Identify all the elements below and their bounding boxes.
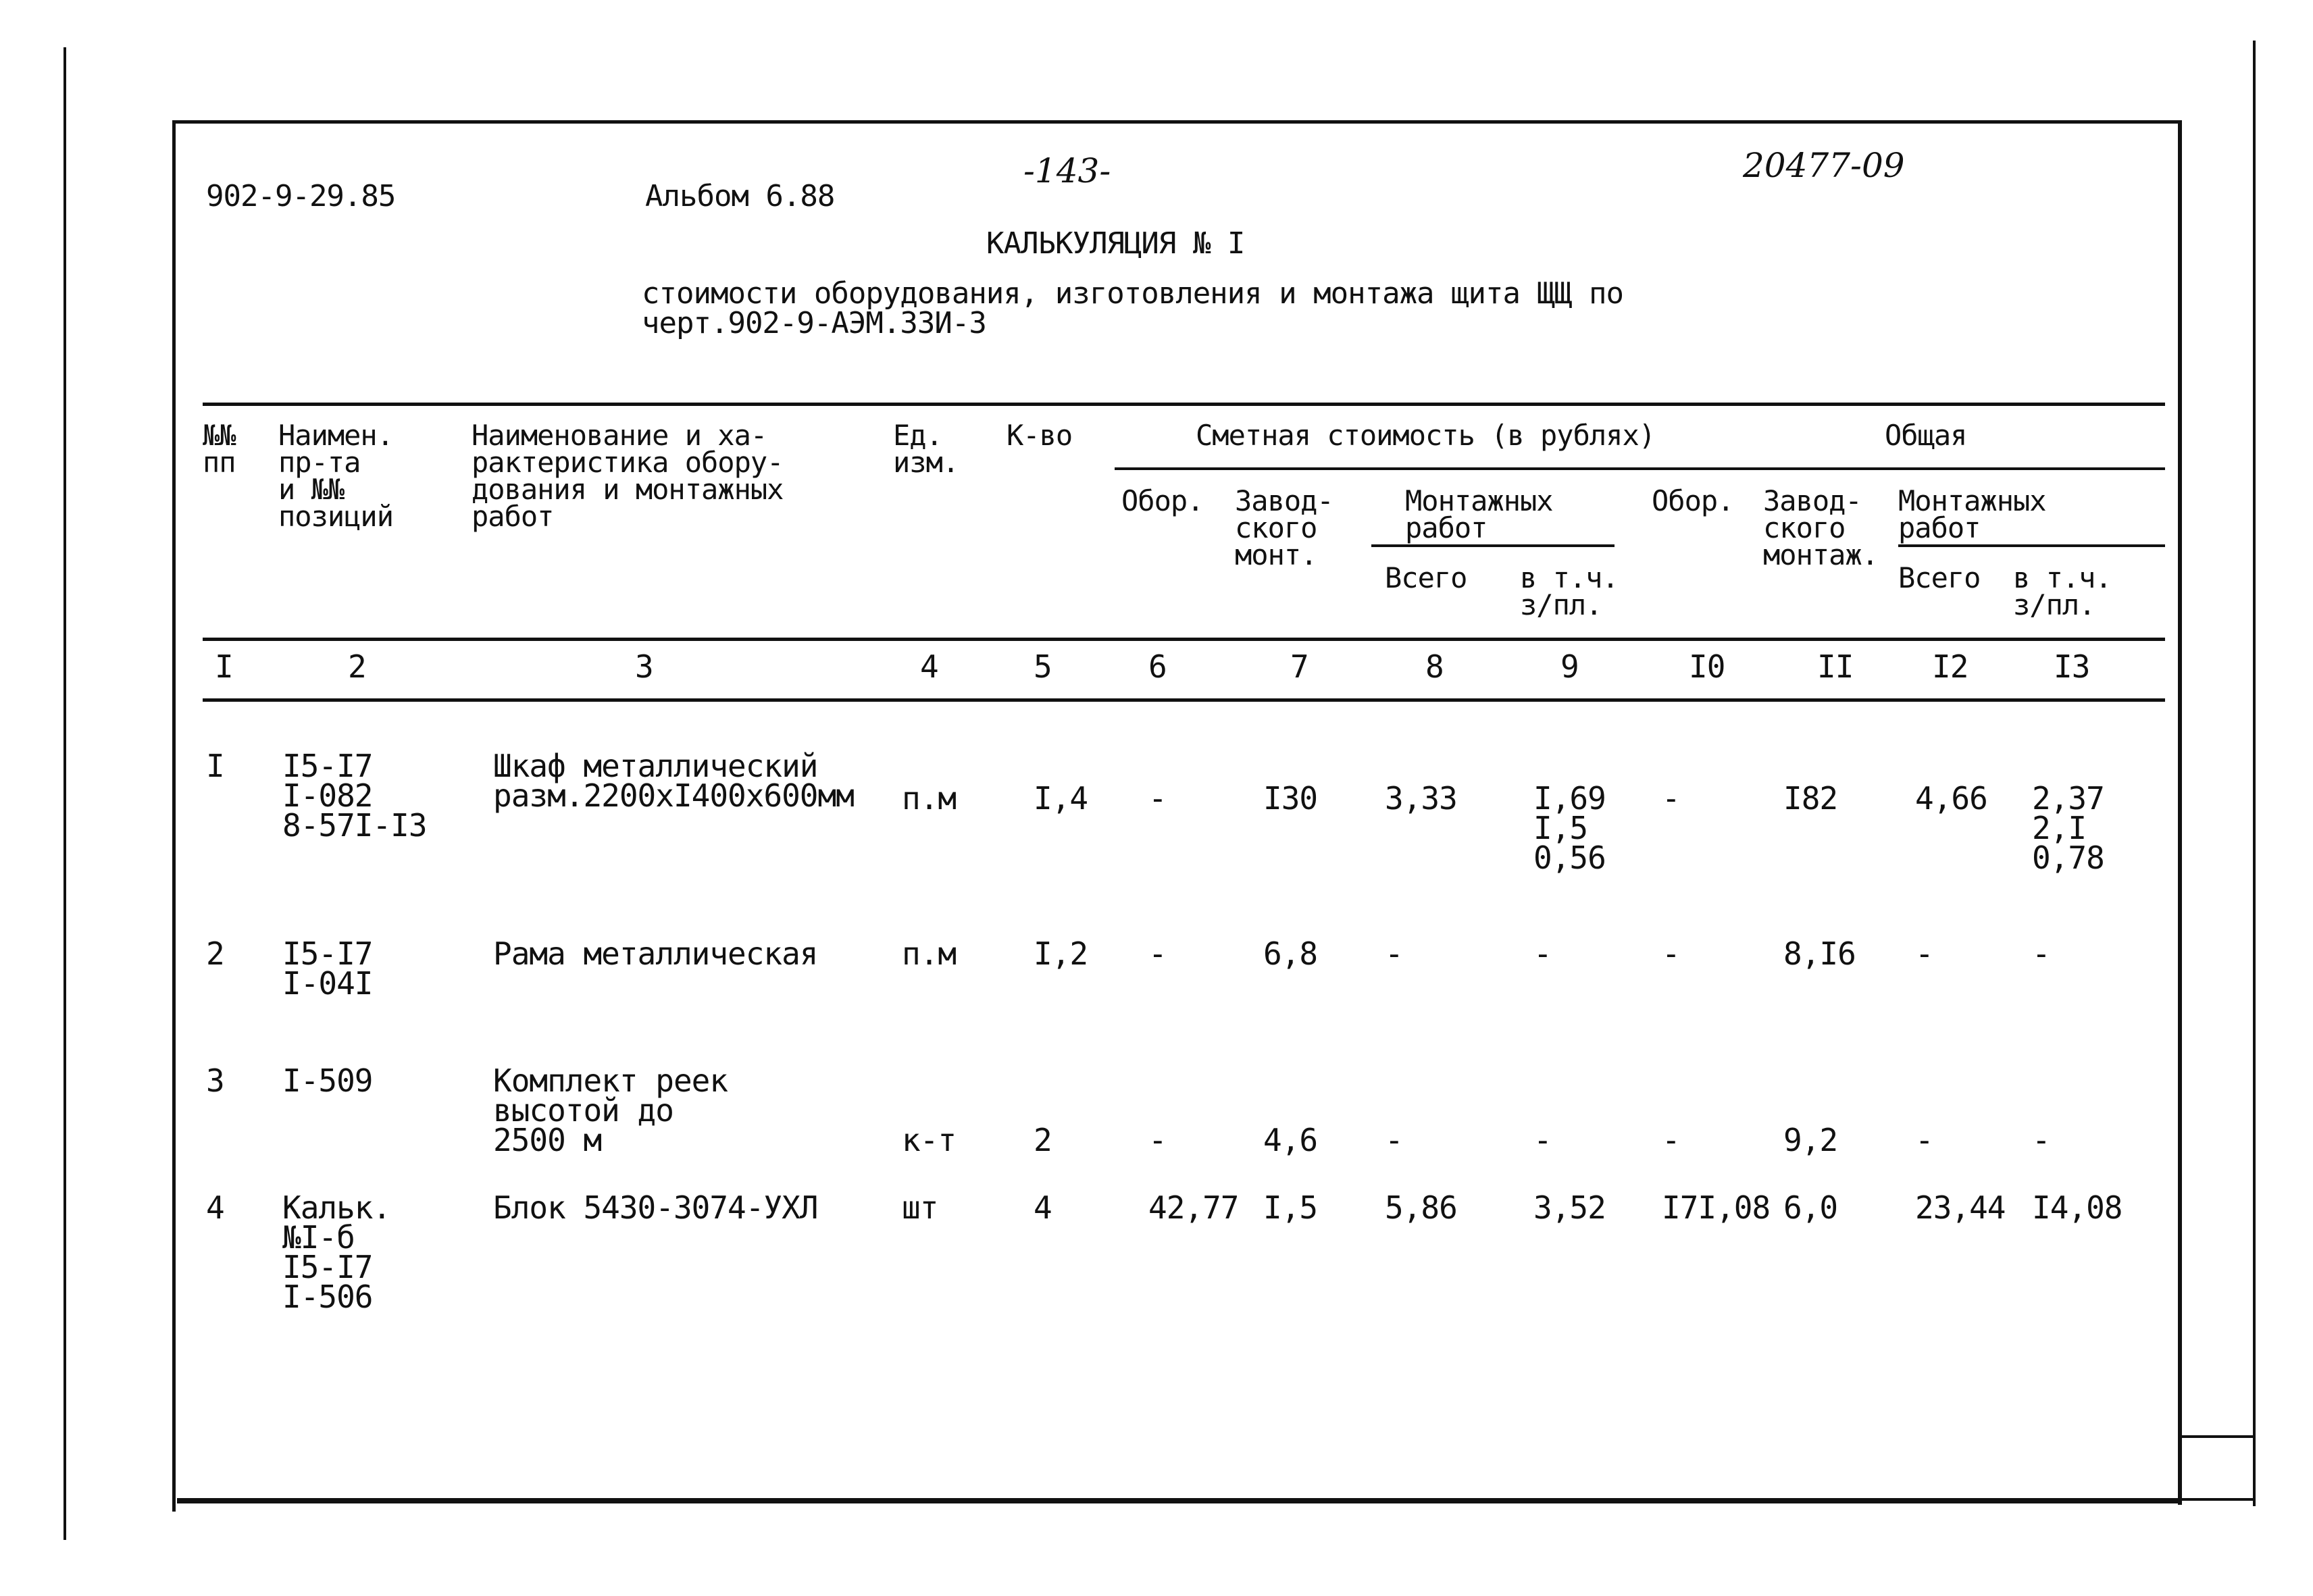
header-obor-2: Обор. (1652, 484, 1734, 517)
cell-unit: к-т (902, 1122, 957, 1158)
header-vsego-1: Всего (1385, 561, 1467, 594)
left-margin-line (63, 47, 66, 1540)
cell-vsego: 5,86 (1385, 1189, 1457, 1226)
cell-zavod2: 6,0 (1783, 1189, 1838, 1226)
document-code: 902-9-29.85 (206, 179, 396, 213)
cell-vsego2: 4,66 (1915, 780, 1987, 817)
header-montazh-2: Монтажных работ (1898, 484, 2046, 544)
column-number: 3 (635, 648, 653, 685)
cell-vsego: - (1385, 1122, 1403, 1158)
header-col-2: Наимен. пр-та и №№ позиций (278, 419, 394, 533)
right-margin-line (2253, 41, 2256, 1506)
cell-name: Рама металлическая (493, 935, 818, 972)
cell-vtch: 3,52 (1533, 1189, 1606, 1226)
montazh1-underline (1371, 544, 1615, 547)
cell-vtch: - (1533, 935, 1552, 972)
column-number: I3 (2054, 648, 2090, 685)
cell-obor: - (1148, 780, 1167, 817)
header-col-1: №№ пп (203, 419, 236, 479)
document-subtitle-line2: черт.902-9-АЭМ.33И-3 (642, 306, 986, 340)
cell-n: 4 (206, 1189, 224, 1226)
cell-obor2: - (1662, 1122, 1680, 1158)
inventory-number: 20477-09 (1743, 146, 1905, 185)
cell-vtch: - (1533, 1122, 1552, 1158)
cell-zavod: 4,6 (1263, 1122, 1318, 1158)
page-number: -143- (1023, 151, 1111, 190)
montazh2-underline (1898, 544, 2165, 547)
header-col-3: Наименование и ха- рактеристика обору- дования и монтажных работ (472, 419, 784, 533)
cell-unit: п.м (902, 780, 957, 817)
header-smeta: Сметная стоимость (в рублях) (1196, 419, 1656, 452)
cell-code: I-509 (282, 1062, 373, 1099)
cell-qty: 2 (1034, 1122, 1052, 1158)
column-number: 9 (1560, 648, 1579, 685)
cell-obor2: I7I,08 (1662, 1189, 1771, 1226)
cell-zavod: 6,8 (1263, 935, 1318, 972)
header-col-4: Ед. изм. (893, 419, 959, 479)
cell-obor: 42,77 (1148, 1189, 1239, 1226)
cell-vsego2: - (1915, 935, 1933, 972)
cell-code: I5-I7 I-04I (282, 935, 373, 1002)
column-number: 8 (1425, 648, 1444, 685)
cell-name: Блок 5430-3074-УХЛ (493, 1189, 818, 1226)
header-vtch-2: в т.ч. з/пл. (2013, 561, 2112, 621)
frame-left (172, 120, 176, 1512)
cell-vsego2: 23,44 (1915, 1189, 2006, 1226)
column-number: I (215, 648, 233, 685)
frame-bottom (177, 1498, 2181, 1503)
cell-n: 3 (206, 1062, 224, 1099)
cell-vtch2: - (2032, 935, 2050, 972)
header-col-5: К-во (1007, 419, 1073, 452)
cell-n: 2 (206, 935, 224, 972)
cell-unit: шт (902, 1189, 938, 1226)
header-vsego-2: Всего (1898, 561, 1981, 594)
column-number: 2 (348, 648, 366, 685)
cell-zavod2: 8,I6 (1783, 935, 1856, 972)
cell-obor: - (1148, 935, 1167, 972)
cell-zavod2: I82 (1783, 780, 1838, 817)
smeta-sub-rule (1115, 467, 2165, 470)
column-number: 5 (1034, 648, 1052, 685)
header-vtch-1: в т.ч. з/пл. (1520, 561, 1619, 621)
cell-code: Кальк. №I-б I5-I7 I-506 (282, 1189, 391, 1315)
header-bottom-rule (203, 638, 2165, 641)
frame-top (172, 120, 2180, 124)
header-montazh-1: Монтажных работ (1405, 484, 1553, 544)
header-obor-1: Обор. (1121, 484, 1204, 517)
cell-obor2: - (1662, 780, 1680, 817)
cell-qty: 4 (1034, 1189, 1052, 1226)
column-number: 7 (1290, 648, 1308, 685)
header-obshaya: Общая (1885, 419, 1967, 452)
cell-vtch2: I4,08 (2032, 1189, 2123, 1226)
header-zavod-2: Завод- ского монтаж. (1763, 484, 1879, 571)
header-zavod-1: Завод- ского монт. (1235, 484, 1333, 571)
stamp-line-2 (2182, 1498, 2253, 1501)
cell-code: I5-I7 I-082 8-57I-I3 (282, 748, 427, 844)
column-number: 4 (920, 648, 938, 685)
cell-vsego2: - (1915, 1122, 1933, 1158)
album-label: Альбом 6.88 (645, 179, 835, 213)
column-number: 6 (1148, 648, 1167, 685)
cell-zavod2: 9,2 (1783, 1122, 1838, 1158)
table-top-rule (203, 403, 2165, 406)
cell-zavod: I30 (1263, 780, 1318, 817)
cell-obor2: - (1662, 935, 1680, 972)
cell-vtch2: - (2032, 1122, 2050, 1158)
cell-vsego: 3,33 (1385, 780, 1457, 817)
cell-qty: I,2 (1034, 935, 1088, 972)
cell-obor: - (1148, 1122, 1167, 1158)
numbers-bottom-rule (203, 698, 2165, 702)
cell-zavod: I,5 (1263, 1189, 1318, 1226)
column-number: II (1817, 648, 1854, 685)
cell-name: Шкаф металлический разм.2200хI400х600мм (493, 748, 854, 814)
cell-name: Комплект реек высотой до 2500 м (493, 1062, 728, 1158)
cell-vtch2: 2,37 2,I 0,78 (2032, 780, 2104, 876)
cell-vtch: I,69 I,5 0,56 (1533, 780, 1606, 876)
cell-unit: п.м (902, 935, 957, 972)
document-subtitle-line1: стоимости оборудования, изготовления и монтажа щита ЩЩ по (642, 276, 1623, 311)
stamp-line-1 (2182, 1435, 2253, 1438)
column-number: I2 (1932, 648, 1968, 685)
cell-qty: I,4 (1034, 780, 1088, 817)
cell-n: I (206, 748, 224, 784)
column-number: I0 (1689, 648, 1725, 685)
document-title: КАЛЬКУЛЯЦИЯ № I (986, 226, 1245, 261)
frame-right (2178, 120, 2182, 1505)
cell-vsego: - (1385, 935, 1403, 972)
